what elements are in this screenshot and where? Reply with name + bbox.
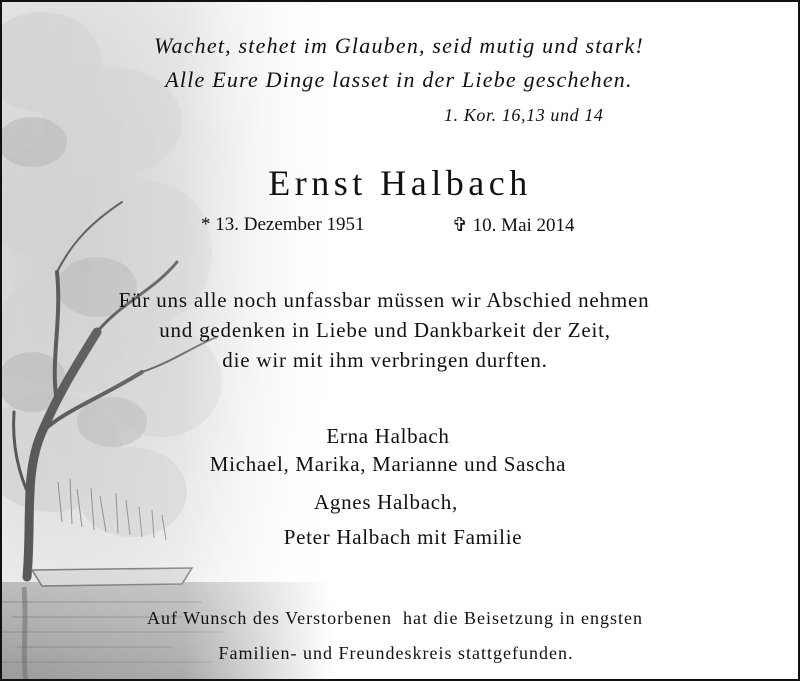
deceased-name: Ernst Halbach xyxy=(268,163,532,203)
birth-date: * 13. Dezember 1951 xyxy=(201,214,365,235)
verse-line-1: Wachet, stehet im Glauben, seid mutig und stark! xyxy=(153,33,644,58)
mourner-name: Michael, Marika, Marianne und Sascha xyxy=(209,452,567,476)
death-date: ✞ 10. Mai 2014 xyxy=(452,215,575,236)
mourner-name: Erna Halbach xyxy=(326,424,450,448)
message-line-2: und gedenken in Liebe und Dankbarkeit der Zeit, xyxy=(159,318,611,342)
message-line-1: Für uns alle noch unfassbar müssen wir Abschied nehmen xyxy=(118,288,650,312)
verse-reference: 1. Kor. 16,13 und 14 xyxy=(444,105,604,125)
notice-line-1: Auf Wunsch des Verstorbenen hat die Beisetzung in engsten xyxy=(146,608,643,628)
message-line-3: die wir mit ihm verbringen durften. xyxy=(222,348,548,372)
mourner-name: Peter Halbach mit Familie xyxy=(283,525,523,549)
verse-line-2: Alle Eure Dinge lasset in der Liebe geschehen. xyxy=(165,67,633,92)
mourner-name: Agnes Halbach, xyxy=(314,490,458,514)
notice-line-2: Familien- und Freundeskreis stattgefunden. xyxy=(218,643,574,663)
